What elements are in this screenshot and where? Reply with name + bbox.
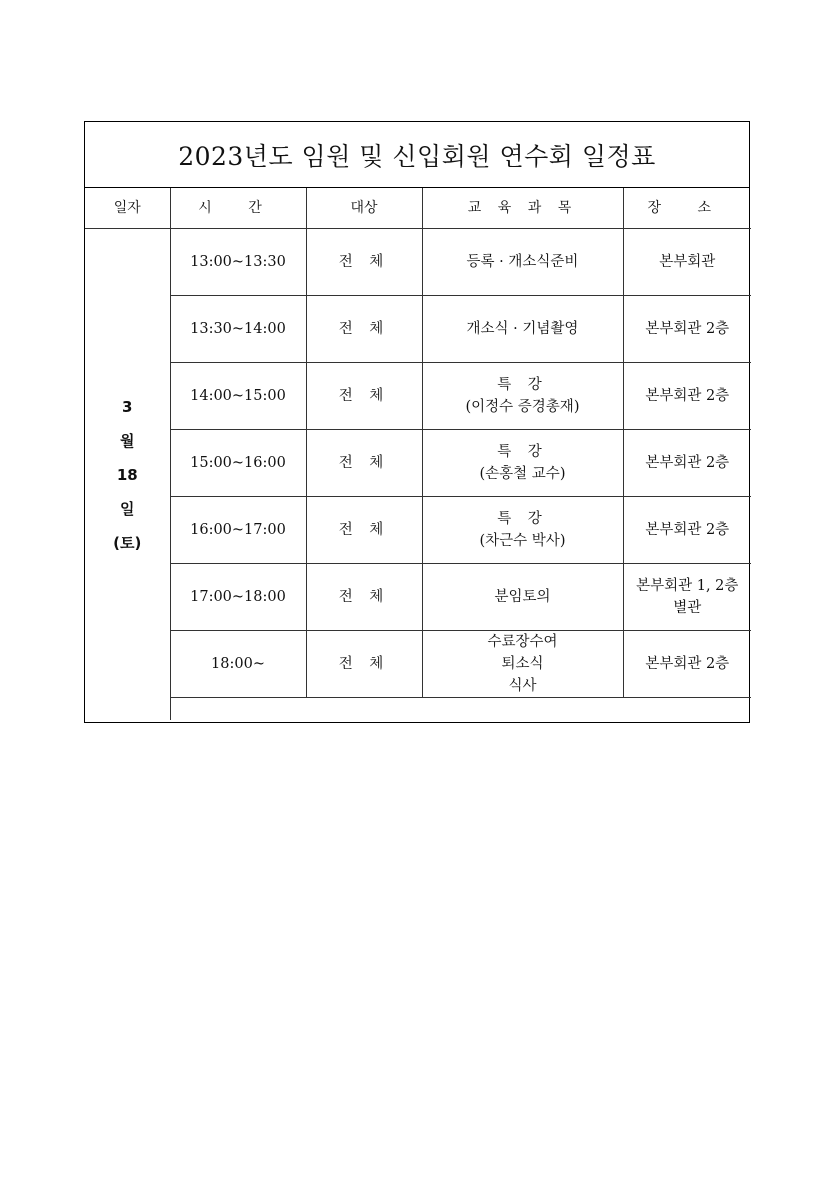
time-cell: 17:00~18:00 xyxy=(170,564,306,631)
place-cell xyxy=(623,363,751,430)
subject-cell xyxy=(422,631,623,698)
date-day-num: 18 xyxy=(116,465,138,484)
subject-line: 수료장수여 xyxy=(487,634,558,650)
header-time: 시 간 xyxy=(170,188,306,229)
time-cell: 14:00~15:00 xyxy=(170,363,306,430)
place-cell xyxy=(623,497,751,564)
subject-line: 개소식 · 기념촬영 xyxy=(466,321,579,337)
place-cell xyxy=(623,296,751,363)
table-row xyxy=(85,363,751,430)
subject-line: (이정수 증경총재) xyxy=(465,399,580,415)
place-line: 본부회관 2층 xyxy=(645,522,730,538)
subject-line: 특 강 xyxy=(497,377,548,393)
schedule-table xyxy=(85,188,751,720)
subject-cell xyxy=(422,363,623,430)
schedule-sheet xyxy=(84,121,750,723)
subject-line: 등록 · 개소식준비 xyxy=(466,254,579,270)
header-date: 일자 xyxy=(85,188,170,229)
subject-line: 특 강 xyxy=(497,444,548,460)
subject-cell xyxy=(422,229,623,296)
target-cell: 전 체 xyxy=(306,430,422,497)
place-cell xyxy=(623,229,751,296)
target-cell: 전 체 xyxy=(306,296,422,363)
header-row xyxy=(85,188,751,229)
table-row xyxy=(85,564,751,631)
target-cell: 전 체 xyxy=(306,497,422,564)
subject-cell xyxy=(422,296,623,363)
subject-cell xyxy=(422,497,623,564)
place-cell xyxy=(623,631,751,698)
place-line: 본부회관 2층 xyxy=(645,321,730,337)
target-cell: 전 체 xyxy=(306,229,422,296)
table-row xyxy=(85,296,751,363)
empty-cell xyxy=(170,698,751,721)
place-line: 본부회관 2층 xyxy=(645,388,730,404)
place-line: 본부회관 xyxy=(659,254,716,270)
place-line: 본부회관 2층 xyxy=(645,656,730,672)
date-cell xyxy=(85,229,170,721)
place-line: 본부회관 2층 xyxy=(645,455,730,471)
table-row xyxy=(85,497,751,564)
subject-line: (손홍철 교수) xyxy=(479,466,566,482)
table-row-empty xyxy=(85,698,751,721)
subject-line: (차근수 박사) xyxy=(479,533,566,549)
subject-line: 분임토의 xyxy=(494,589,551,605)
place-cell xyxy=(623,430,751,497)
target-cell: 전 체 xyxy=(306,564,422,631)
table-row xyxy=(85,631,751,698)
header-target: 대상 xyxy=(306,188,422,229)
schedule-title: 2023년도 임원 및 신입회원 연수회 일정표 xyxy=(85,122,749,188)
date-month-num: 3 xyxy=(122,397,133,416)
subject-cell xyxy=(422,564,623,631)
header-place: 장 소 xyxy=(623,188,751,229)
time-cell: 13:30~14:00 xyxy=(170,296,306,363)
table-row xyxy=(85,229,751,296)
date-month-unit: 월 xyxy=(120,431,135,450)
time-cell: 18:00~ xyxy=(170,631,306,698)
subject-line: 특 강 xyxy=(497,511,548,527)
target-cell: 전 체 xyxy=(306,363,422,430)
subject-line: 퇴소식 xyxy=(501,656,544,672)
place-line: 별관 xyxy=(673,600,702,616)
time-cell: 13:00~13:30 xyxy=(170,229,306,296)
place-line: 본부회관 1, 2층 xyxy=(636,578,739,594)
header-subject: 교 육 과 목 xyxy=(422,188,623,229)
time-cell: 15:00~16:00 xyxy=(170,430,306,497)
subject-line: 식사 xyxy=(508,678,537,694)
date-day-unit: 일 xyxy=(120,499,135,518)
subject-cell xyxy=(422,430,623,497)
time-cell: 16:00~17:00 xyxy=(170,497,306,564)
place-cell xyxy=(623,564,751,631)
table-row xyxy=(85,430,751,497)
date-weekday: (토) xyxy=(113,533,142,552)
target-cell: 전 체 xyxy=(306,631,422,698)
